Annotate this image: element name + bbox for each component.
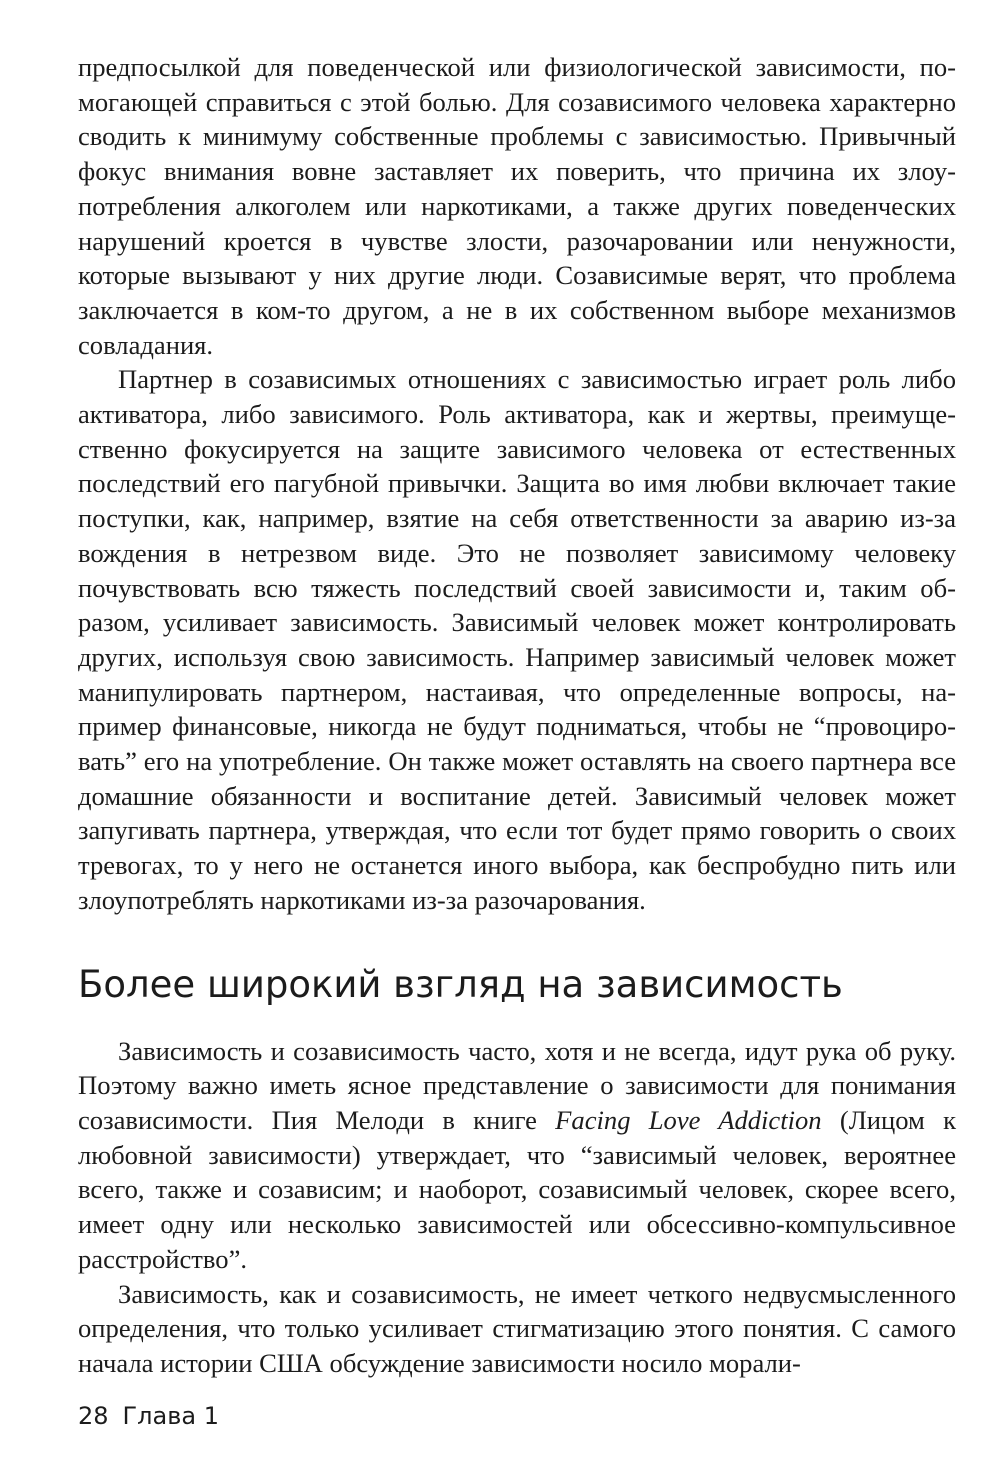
page-number: 28 — [78, 1402, 109, 1430]
page-footer — [78, 1402, 219, 1430]
page-body — [78, 50, 956, 1381]
paragraph-text-after-title: (Лицом к любовной зависимости) утверждает, что “зависимый человек, вероятнее всего, также и созависим; и наоборот, созависимый человек, скорее всего, имеет одну или несколько зависимостей или обсессивно-компульсивное расстройство”. — [78, 1104, 956, 1274]
chapter-label: Глава 1 — [122, 1402, 219, 1430]
body-paragraph-1: предпосылкой для поведенческой или физиологической зависимости, помогающей справиться с этой болью. Для созависимого человека характерно сводить к минимуму собственные проблемы с зависимостью. Привычный фокус внимания вовне заставляет их поверить, что причина их злоупотребления алкоголем или наркотиками, а также других поведенческих нарушений кроется в чувстве злости, разочаровании или ненужности, которые вызывают у них другие люди. Созависимые верят, что проблема заключается в ком-то другом, а не в их собственном выборе механизмов совладания. — [78, 52, 956, 360]
body-paragraph-2: Партнер в созависимых отношениях с зависимостью играет роль либо активатора, либо зависимого. Роль активатора, как и жертвы, преимущественно фокусируется на защите зависимого человека от естественных последствий его пагубной привычки. Защита во имя любви включает такие поступки, как, например, взятие на себя ответственности за аварию из-за вождения в нетрезвом виде. Это не позволяет зависимому человеку почувствовать всю тяжесть последствий своей зависимости и, таким образом, усиливает зависимость. Зависимый человек может контролировать других, используя свою зависимость. Например зависимый человек может манипулировать партнером, настаивая, что определенные вопросы, например финансовые, никогда не будут подниматься, чтобы не “провоцировать” его на употребление. Он также может оставлять на своего партнера все домашние обязанности и воспитание детей. Зависимый человек может запугивать партнера, утверждая, что если тот будет прямо говорить о своих тревогах, то у него не останется иного выбора, как беспробудно пить или злоупотреблять наркотиками из-за разочарования. — [78, 364, 956, 915]
section-paragraph-1 — [78, 1034, 956, 1277]
section-heading: Более широкий взгляд на зависимость — [78, 962, 843, 1006]
book-title: Facing Love Addiction — [555, 1104, 822, 1135]
paragraph-text-before-title: Зависимость и созависимость часто, хотя и не всегда, идут рука об руку. Поэтому важно иметь ясное представление о зависимости для понимания созависимости. Пия Мелоди в книге — [78, 1035, 956, 1135]
section-paragraph-2: Зависимость, как и созависимость, не имеет четкого недвусмысленного определения, что только усиливает стигматизацию этого понятия. С самого начала истории США обсуждение зависимости носило морали- — [78, 1278, 956, 1378]
